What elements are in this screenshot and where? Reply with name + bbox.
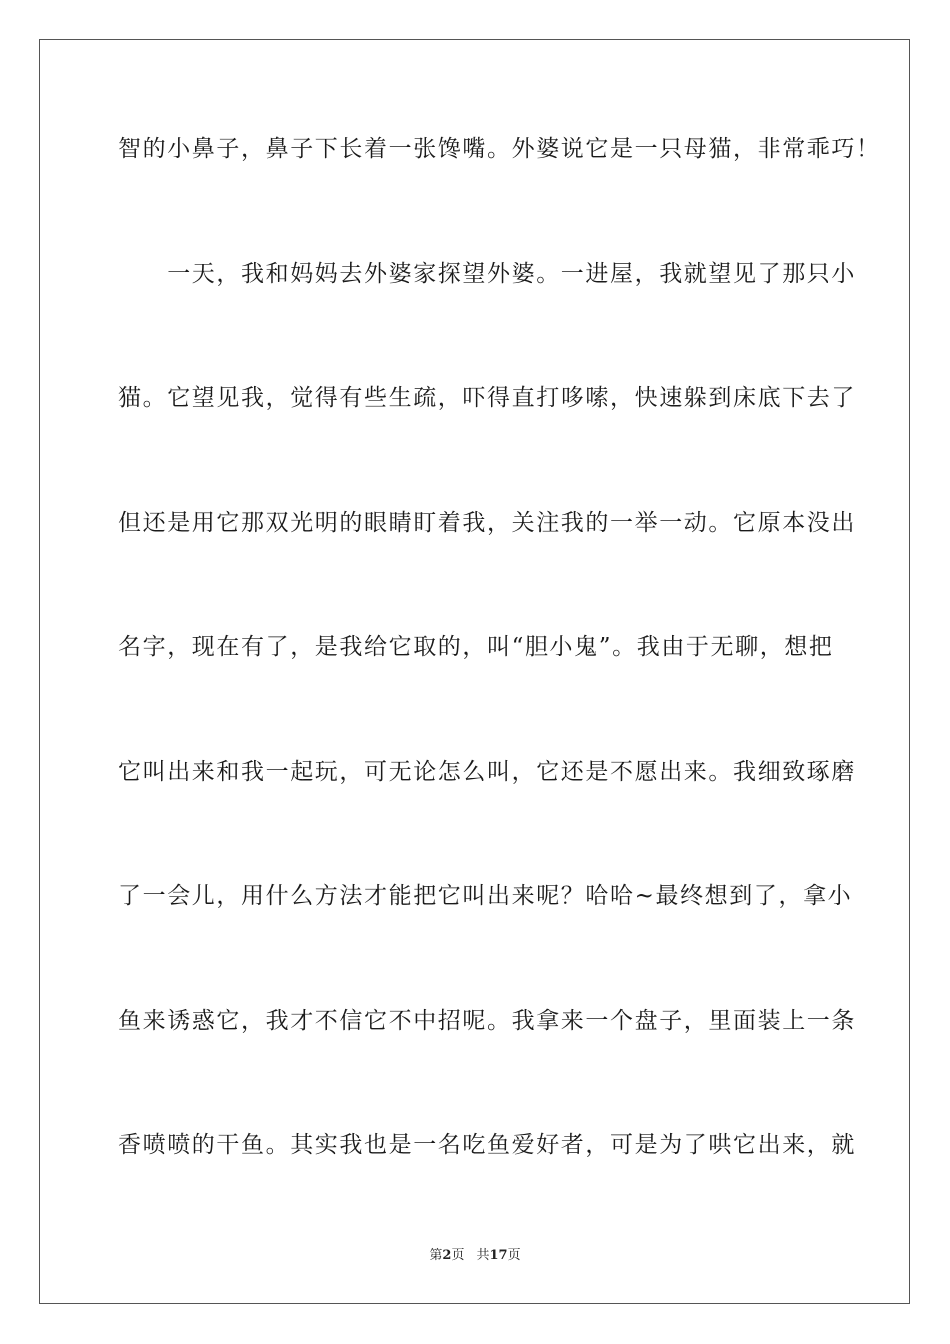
page-suffix: 页: [451, 1248, 465, 1263]
text-line-6: 它叫出来和我一起玩，可无论怎么叫，它还是不愿出来。我细致琢磨: [118, 758, 856, 785]
text-line-1: 智的小鼻子，鼻子下长着一张馋嘴。外婆说它是一只母猫，非常乖巧！: [118, 136, 881, 162]
text-line-7: 了一会儿，用什么方法才能把它叫出来呢？哈哈~最终想到了，拿小: [118, 883, 853, 909]
page-number: 2: [442, 1248, 452, 1263]
page-prefix: 第: [429, 1248, 443, 1263]
text-line-2: 一天，我和妈妈去外婆家探望外婆。一进屋，我就望见了那只小: [118, 260, 856, 287]
total-prefix: 共: [476, 1248, 490, 1263]
text-line-4: 但还是用它那双光明的眼睛盯着我，关注我的一举一动。它原本没出: [118, 509, 856, 536]
text-line-3: 猫。它望见我，觉得有些生疏，吓得直打哆嗦，快速躲到床底下去了: [118, 385, 856, 411]
page-footer: [0, 1247, 950, 1265]
total-pages: 17: [489, 1248, 508, 1263]
text-line-8: 鱼来诱惑它，我才不信它不中招呢。我拿来一个盘子，里面装上一条: [118, 1007, 856, 1034]
body-text: [118, 126, 881, 1247]
text-line-5: 名字，现在有了，是我给它取的，叫“胆小鬼”。我由于无聊，想把: [118, 634, 834, 660]
total-suffix: 页: [507, 1248, 521, 1263]
text-line-9: 香喷喷的干鱼。其实我也是一名吃鱼爱好者，可是为了哄它出来，就: [118, 1132, 856, 1158]
